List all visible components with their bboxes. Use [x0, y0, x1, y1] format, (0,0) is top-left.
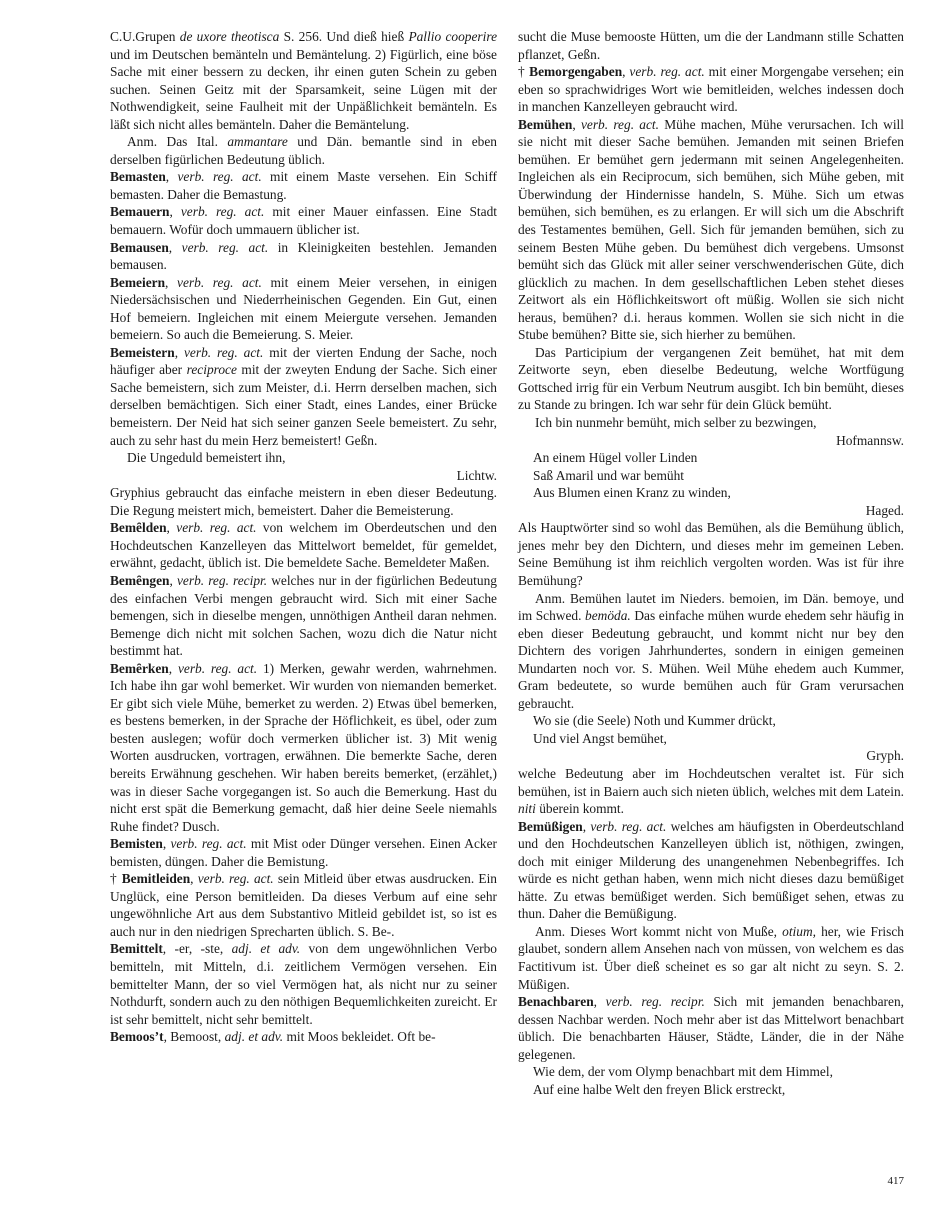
italic-text: verb. reg. act.: [177, 169, 262, 185]
italic-text: verb. reg. recipr.: [176, 572, 268, 588]
headword: Bemitleiden: [121, 871, 191, 887]
italic-text: verb. reg. act.: [176, 520, 257, 536]
italic-text: de uxore theotisca: [179, 29, 280, 44]
italic-text: verb. reg. act.: [580, 116, 660, 132]
italic-text: verb. reg. act.: [590, 818, 667, 834]
headword: Bemauern: [110, 204, 170, 220]
entry-bemoost: [110, 1028, 497, 1046]
entry-bemeistern: [110, 344, 497, 449]
italic-text: verb. reg. act.: [629, 64, 705, 80]
headword: Bemȇrken: [110, 660, 169, 676]
verse-attribution: [518, 432, 904, 450]
entry-bemisten: [110, 835, 497, 870]
entry-bemitleiden: [110, 870, 497, 940]
text-run: ,: [572, 116, 581, 132]
text-run: †: [518, 64, 530, 80]
text-run: mit Mist oder Dünger versehen. Einen Acker bemisten, düngen. Daher die Bemistung.: [110, 836, 497, 869]
paragraph: [518, 765, 904, 818]
italic-text: Pallio cooperire: [408, 29, 498, 44]
italic-text: adj. et adv.: [231, 941, 301, 957]
verse-attribution: [518, 747, 904, 765]
text-run: Und viel Angst bemühet,: [533, 730, 667, 746]
text-run: Wie dem, der vom Olymp benachbart mit dem Himmel,: [533, 1064, 833, 1080]
verse-line: [110, 449, 497, 467]
text-run: sein Mitleid über etwas ausdrucken. Ein Unglück, eine Person bemitleiden. Da dieses Verbum auf eine sehr ungewöhnliche Art aus dem Substantivo Mitleid gebildet ist, so ist es auch nur in den niedrigen Sprecharten üblich. S. Be-.: [110, 871, 497, 939]
text-run: her, wie Frisch glaubet, sondern allem Ansehen nach von müssen, von welchem es das Factitivum ist. Über dieß scheinet es so gar alt nicht zu seyn. S. 2. Müßigen.: [518, 923, 905, 992]
text-run: Anm. Das Ital.: [127, 134, 228, 150]
text-run: mit einem Maste versehen. Ein Schiff bemasten. Daher die Bemastung.: [110, 169, 497, 202]
entry-bemelden: [110, 519, 497, 572]
note-paragraph: [110, 133, 497, 168]
entry-bemorgengaben: [518, 63, 904, 116]
italic-text: verb. reg. recipr.: [605, 994, 705, 1010]
text-run: Aus Blumen einen Kranz zu winden,: [533, 485, 731, 501]
text-run: von welchem im Oberdeutschen und den Hochdeutschen Kanzelleyen das Mittelwort bemeldet, für gemeldet, erwähnt, gedacht, üblich ist. Die bemeldete Sache. Bemeldeter Maßen.: [110, 520, 497, 571]
text-run: Anm. Dieses Wort kommt nicht von Muße,: [535, 923, 783, 939]
italic-text: verb. reg. act.: [180, 204, 265, 220]
italic-text: verb. reg. act.: [181, 239, 269, 255]
italic-text: ammantare: [227, 134, 288, 150]
verse-line: [518, 484, 904, 502]
text-run: und im Deutschen bemänteln und Bemäntelung. 2) Figürlich, eine böse Sache mit einer bessern zu decken, ihr einen guten Schein zu geben suchen. Seinen Geitz mit der Sparsamkeit, seine Lügen mit der Nothwendigkeit, seine Faulheit mit der Unpäßlichkeit bemänteln. Es läßt sich nicht alles bemänteln. Daher die Bemäntelung.: [110, 46, 497, 132]
text-run: Anm. Bemühen lautet im Nieders. bemoien, im Dän. bemoye, und im Schwed.: [518, 590, 904, 624]
text-run: Haged.: [865, 502, 904, 518]
text-run: von dem ungewöhnlichen Verbo bemitteln, mit Mitteln, d.i. zeitlichem Vermögen versehen. Ein bemittelter Mann, der so viel Vermögen hat, als nicht nur zu seiner Nothdurft, sondern auch zu den nöthigen Bequemlichkeiten zureicht. Er ist sehr bemittelt, nicht sehr bemittelt.: [110, 941, 497, 1027]
text-run: Das Participium der vergangenen Zeit bemühet, hat mit dem Zeitworte seyn, eben dieselbe Bedeutung, welche Wortfügung Gottsched irrig für ein Verbum Neutrum ausgibt. Ich bin bemüht, dieses zu Stande zu bringen. Ich war sehr für dein Glück bemüht.: [518, 344, 904, 413]
text-run: ,: [593, 994, 606, 1010]
page-number: 417: [887, 1175, 904, 1187]
entry-bemeiern: [110, 274, 497, 344]
text-run: Die Ungeduld bemeistert ihn,: [127, 450, 286, 466]
text-run: Auf eine halbe Welt den freyen Blick erstreckt,: [533, 1081, 786, 1097]
verse-line: [518, 1063, 904, 1081]
text-run: ,: [168, 239, 182, 255]
verse-attribution: [110, 467, 497, 485]
headword: Bemisten: [110, 836, 163, 852]
headword: Benachbaren: [518, 994, 594, 1010]
paragraph: [110, 484, 497, 519]
text-run: und Dän. bemantle sind in eben derselben figürlichen Bedeutung üblich.: [110, 134, 497, 167]
headword: Bemittelt: [110, 941, 163, 957]
entry-bemausen: [110, 239, 497, 274]
text-run: 1) Merken, gewahr werden, wahrnehmen. Ich habe ihn gar wohl bemerket. Wir wurden von niemanden bemerket. Er gibt sich viele Mühe, bemerket zu werden. 2) Etwas übel bemerken, es bestens bemerken, in der Sprache der Höflichkeit, es übel, oder zum besten auslegen; wofür doch vermerken üblicher ist. 3) Mit wenig Worten ausdrucken, vortragen, erwähnen. Die bemerkte Sache, deren bereits Erwähnung geschehen. Wir haben bereits bemerket, (erzählet,) was in dieser Sache vorgegangen ist. So auch die Bemerkung. Hast du nicht erst spät die Bemerkung gemacht, daß hier deine Seele niemahls Ruhe findet? Dusch.: [110, 660, 497, 834]
text-run: welches nur in der figürlichen Bedeutung des einfachen Verbi mengen gebraucht wird. Sich mit einer Sache bemengen, sich in dieselbe mengen, unnöthigen Antheil daran nehmen. Bemenge dich nicht mit solchen Sachen, wozu dich die Natur nicht bestimmt hat.: [110, 572, 497, 659]
headword: Bemühen: [518, 116, 573, 132]
entry-bemengen: [110, 572, 497, 660]
text-run: S. 256. Und dieß hieß: [279, 29, 409, 44]
text-run: C.U.Grupen: [110, 29, 180, 44]
verse-line: [518, 449, 904, 467]
text-run: ,: [622, 64, 630, 80]
text-run: mit der zweyten Endung der Sache. Sich einer Sache bemeistern, sich zum Meister, d.i. Herrn derselben machen, sich derselben bemächtigen. Sich einer Stadt, eines Landes, einer Brücke bemeistern. Der Neid hat sich seiner ganzen Seele bemeistert. Zu sehr, auch zu sehr hast du mein Herz bemeistert! Geßn.: [110, 362, 497, 448]
italic-text: adj. et adv.: [224, 1029, 284, 1045]
entry-bemoost-continued: [518, 28, 904, 63]
text-run: ,: [162, 836, 171, 852]
text-run: Das einfache mühen wurde ehedem sehr häufig in eben dieser Bedeutung gebraucht, und kommt nicht nur bey den Dichtern des vorigen Jahrhundertes, sondern in einigen gemeinen Mundarten noch vor. S. Mühen. Weil Mühe ehedem auch Kummer, Gram bedeutete, so wurde bemühen auch für Gram verursachen gebraucht.: [518, 608, 904, 711]
headword: Bemasten: [110, 169, 166, 185]
text-run: ,: [165, 274, 178, 290]
headword: Bemȇlden: [110, 520, 167, 536]
text-run: mit der vierten Endung der Sache, noch häufiger aber: [110, 344, 497, 378]
headword: Bemeistern: [110, 344, 175, 360]
italic-text: verb. reg. act.: [197, 871, 274, 887]
italic-text: verb. reg. act.: [170, 836, 247, 852]
note-paragraph: [518, 923, 904, 993]
left-column: [110, 28, 497, 1046]
headword: Bemȇngen: [110, 572, 170, 588]
text-run: Saß Amaril und war bemüht: [533, 467, 684, 483]
text-run: überein kommt.: [535, 801, 624, 817]
text-run: welches am häufigsten in Oberdeutschland und den Hochdeutschen Kanzelleyen üblich ist, nöthigen, zwingen, doch mit einiger Milderung des unangenehmen Nebenbegriffes. Ich würde es nicht gethan haben, wenn mich nicht dieses dazu bemüßiget hätte. Zu etwas bemüßiget werden. Sich bemüßiget sehen, etwas zu thun. Daher die Bemüßigung.: [518, 818, 904, 922]
verse-line: [518, 414, 904, 432]
text-run: Lichtw.: [456, 467, 497, 483]
headword: Bemorgengaben: [529, 64, 623, 80]
verse-line: [518, 730, 904, 748]
headword: Bemoos’t: [110, 1029, 164, 1045]
text-run: ,: [165, 169, 178, 185]
text-run: Wo sie (die Seele) Noth und Kummer drückt,: [533, 713, 776, 729]
entry-bemasten: [110, 168, 497, 203]
text-run: Hofmannsw.: [836, 432, 904, 448]
text-run: mit einem Meier versehen, in einigen Niedersächsischen und Niederrheinischen Gegenden. Ein Gut, einen Hof bemeiern. Ingleichen mit einem Meiergute versehen. Jemanden bemeiern. So auch die Bemeierung. S. Meier.: [110, 274, 497, 343]
text-run: ,: [582, 818, 591, 834]
entry-bemittelt: [110, 940, 497, 1028]
verse-attribution: [518, 502, 904, 520]
text-run: Gryph.: [866, 748, 904, 764]
entry-benachbaren: [518, 993, 904, 1063]
text-run: ,: [169, 572, 177, 588]
text-run: Sich mit jemanden benachbaren, dessen Nachbar werden. Noch mehr aber ist das Mittelwort benachbart üblich. Die benachbarten Häuser, Städte, Länder, die in der Nähe gelegenen.: [518, 994, 904, 1062]
verse-line: [518, 712, 904, 730]
headword: Bemeiern: [110, 274, 166, 290]
text-run: Ich bin nunmehr bemüht, mich selber zu bezwingen,: [535, 415, 817, 431]
italic-text: otium,: [782, 923, 816, 939]
text-run: †: [110, 871, 122, 887]
text-run: Als Hauptwörter sind so wohl das Bemühen, als die Bemühung üblich, jenes mehr bey den Dichtern, und dieses mehr im gemeinen Leben. Seine Bemühung ist ihm reichlich vergolten worden. Was ist für ihre Bemühung?: [518, 520, 904, 588]
text-run: , Bemoost,: [163, 1029, 225, 1045]
paragraph: [518, 344, 904, 414]
text-run: Mühe machen, Mühe verursachen. Ich will sie nicht mit dieser Sache bemühen. Jemanden mit seinen Briefen bemühen. Er bemühet gern jedermann mit seinen Angelegenheiten. Ingleichen als ein Reciprocum, sich bemühen, sich Mühe geben, mit Überwindung der Hindernisse handeln, S. Mühe. Sich um etwas bemühen, sich bemühen, es zu erlangen. Er will sich um die Abschrift des Testamentes bemühen, Gell. Sich für jemanden bemühen, sich zu seinem Besten Mühe geben. Du bemühest dich vergebens. Umsonst bemüht sich das Glück mit aller seiner verschwenderischen Güte, dich glücklich zu machen. In dem gesellschaftlichen Leben stehet dieses Zeitwort als ein Höflichkeitswort oft müßig. Wollen sie sich nicht heraus, bemühen? d.i. heraus kommen. Wollen sie sich nicht in die Stube bemühen? Bitte sie, sich hierher zu bemühen.: [518, 116, 904, 343]
italic-text: verb. reg. act.: [183, 344, 264, 360]
entry-bemuessigen: [518, 818, 904, 923]
text-run: ,: [166, 520, 177, 536]
text-run: in Kleinigkeiten bestehlen. Jemanden bemausen.: [110, 239, 497, 273]
text-run: mit Moos bekleidet. Oft be-: [283, 1029, 436, 1045]
text-run: An einem Hügel voller Linden: [533, 450, 698, 466]
entry-bemanteln-continued: [110, 28, 497, 133]
italic-text: bemöda.: [585, 608, 631, 624]
entry-bemuehen: [518, 116, 904, 344]
entry-bemerken: [110, 660, 497, 835]
text-run: sucht die Muse bemooste Hütten, um die der Landmann stille Schatten pflanzet, Geßn.: [518, 29, 904, 62]
note-paragraph: [518, 590, 904, 713]
italic-text: verb. reg. act.: [177, 274, 262, 290]
text-run: Gryphius gebraucht das einfache meistern in eben dieser Bedeutung. Die Regung meistert mich, bemeistert. Daher die Bemeisterung.: [110, 485, 497, 518]
text-run: mit einer Morgengabe versehen; ein eben so sprachwidriges Wort wie bemitleiden, welches indessen doch in manchen Kanzelleyen gebraucht wird.: [518, 64, 904, 115]
verse-line: [518, 467, 904, 485]
paragraph: [518, 519, 904, 589]
headword: Bemüßigen: [518, 818, 583, 834]
entry-bemauern: [110, 203, 497, 238]
text-run: mit einer Mauer einfassen. Eine Stadt bemauern. Wofür doch ummauern üblicher ist.: [110, 204, 497, 238]
text-run: ,: [190, 871, 198, 887]
text-run: ,: [174, 344, 184, 360]
italic-text: reciproce: [186, 362, 237, 378]
italic-text: niti: [518, 801, 536, 817]
text-run: welche Bedeutung aber im Hochdeutschen veraltet ist. Für sich bemühen, ist in Baiern auch sich nieten üblich, welches mit dem Latein.: [518, 765, 904, 799]
right-column: [518, 28, 904, 1098]
verse-line: [518, 1081, 904, 1099]
text-run: ,: [169, 204, 181, 220]
text-run: ,: [168, 660, 178, 676]
headword: Bemausen: [110, 239, 169, 255]
italic-text: verb. reg. act.: [177, 660, 258, 676]
text-run: , -er, -ste,: [162, 941, 232, 957]
